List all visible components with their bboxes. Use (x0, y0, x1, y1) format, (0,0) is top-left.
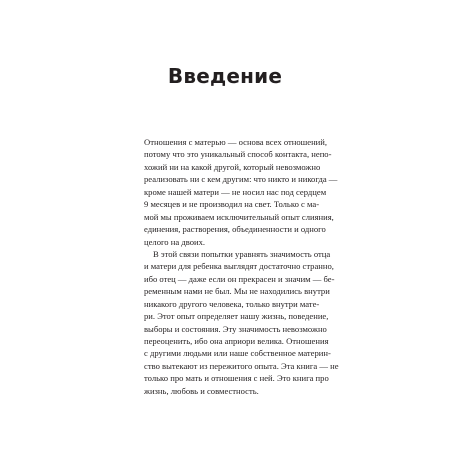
text-line: ременным нами не был. Мы не находились внутри (144, 286, 330, 297)
text-line: единения, растворения, объединенности и одного (144, 224, 326, 235)
text-line: кроме нашей матери — не носил нас под сердцем (144, 186, 327, 197)
text-line: никакого другого человека, только внутри мате- (144, 298, 320, 309)
text-line: целого на двоих. (144, 236, 206, 247)
text-line: выборы и состояния. Эту значимость невозможно (144, 323, 327, 334)
paragraph-1 (144, 136, 338, 248)
paragraph-2 (144, 248, 339, 397)
text-line: только про мать и отношения с ней. Это книга про (144, 373, 329, 384)
text-line: ство вытекают из пережитого опыта. Эта книга — не (144, 360, 339, 371)
text-line: хожий ни на какой другой, который невозможно (144, 161, 321, 172)
text-line: Отношения с матерью — основа всех отношений, (144, 137, 328, 147)
body-text (144, 136, 339, 397)
text-line: жизнь, любовь и совместность. (144, 385, 259, 396)
text-line: потому что это уникальный способ контакта, непо- (144, 149, 332, 160)
text-line: ибо отец — даже если он прекрасен и значим — бе- (144, 273, 335, 284)
text-line: 9 месяцев и не производил на свет. Только с ма- (144, 199, 320, 210)
text-line: В этой связи попытки уравнять значимость отца (153, 248, 331, 259)
chapter-title: Введение (167, 64, 283, 88)
text-line: мой мы проживаем исключительный опыт слияния, (144, 211, 334, 222)
text-line: с другими людьми или наше собственное материн- (144, 348, 331, 359)
text-line: переоценить, ибо она априори велика. Отношения (144, 336, 329, 346)
text-line: и матери для ребенка выглядят достаточно странно, (144, 261, 334, 272)
text-line: реализовать ни с кем другим: что никто и никогда — (144, 174, 338, 185)
text-line: ри. Этот опыт определяет нашу жизнь, поведение, (144, 311, 329, 322)
